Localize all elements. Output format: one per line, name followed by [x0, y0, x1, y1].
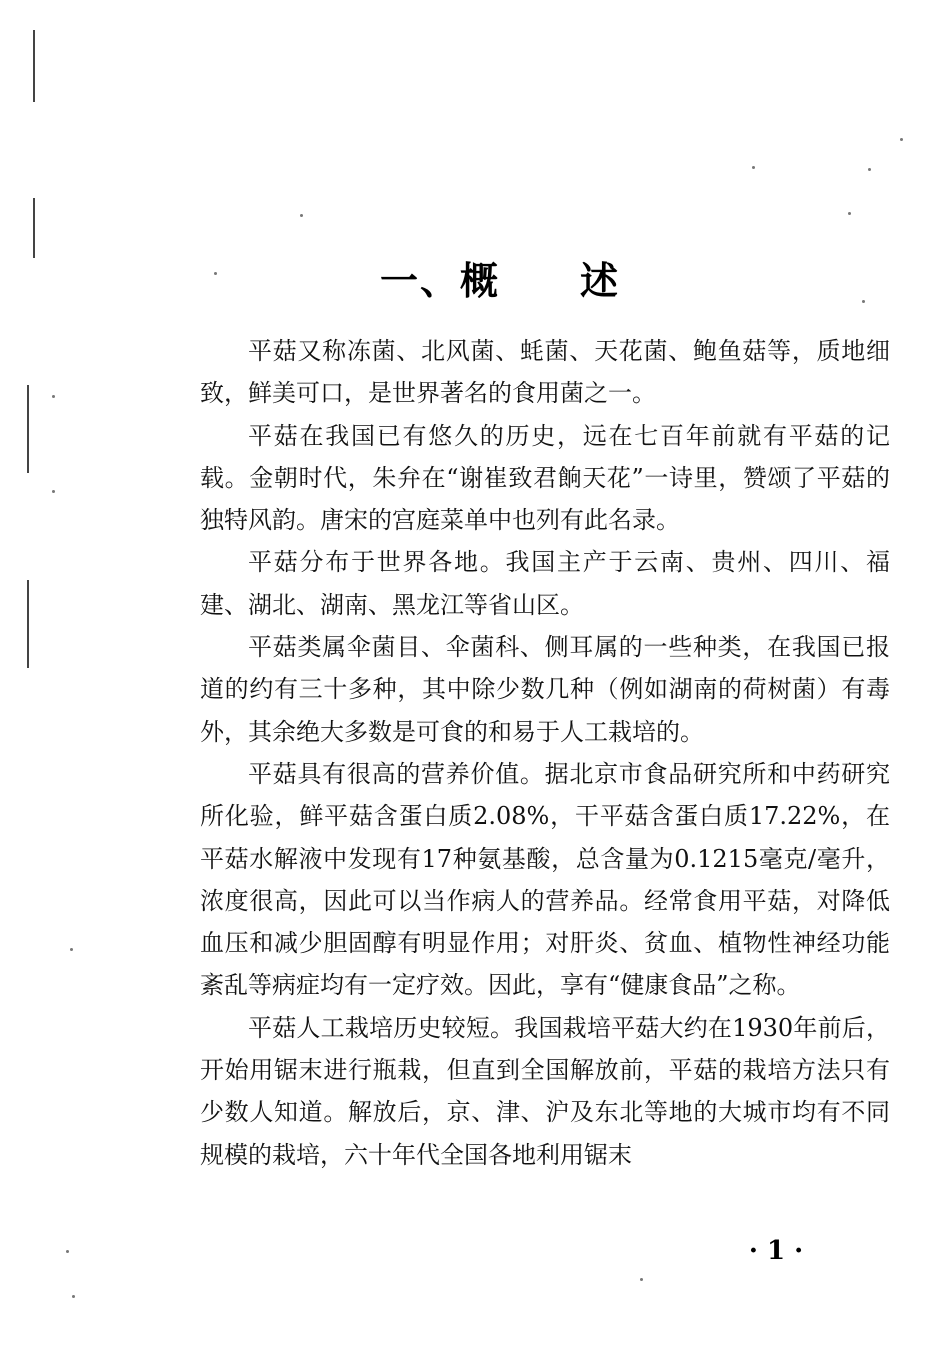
paragraph: 平菇又称冻菌、北风菌、蚝菌、天花菌、鲍鱼菇等，质地细致，鲜美可口，是世界著名的食用菌之一。: [200, 337, 890, 408]
scan-edge-line: [27, 385, 29, 473]
scan-speck: [300, 214, 303, 217]
scan-speck: [66, 1250, 69, 1253]
scan-speck: [52, 395, 55, 398]
paragraph: 平菇类属伞菌目、伞菌科、侧耳属的一些种类，在我国已报道的约有三十多种，其中除少数几种（例如湖南的荷树菌）有毒外，其余绝大多数是可食的和易于人工栽培的。: [200, 633, 890, 746]
scan-edge-line: [33, 198, 35, 258]
page-number: · 1 ·: [748, 1236, 804, 1266]
scan-speck: [52, 490, 55, 493]
scan-edge-line: [33, 30, 35, 102]
paragraph: 平菇分布于世界各地。我国主产于云南、贵州、四川、福建、湖北、湖南、黑龙江等省山区。: [200, 548, 890, 619]
scan-speck: [752, 166, 755, 169]
paragraph: 平菇人工栽培历史较短。我国栽培平菇大约在1930年前后，开始用锯末进行瓶栽，但直到全国解放前，平菇的栽培方法只有少数人知道。解放后，京、津、沪及东北等地的大城市均有不同规模的栽培，六十年代全国各地利用锯末: [200, 1013, 890, 1169]
body-text: [200, 330, 890, 1176]
scan-speck: [862, 300, 865, 303]
scan-speck: [900, 138, 903, 141]
scan-speck: [848, 212, 851, 215]
scan-speck: [868, 168, 871, 171]
chapter-title: 一、概 述: [380, 258, 621, 303]
scan-speck: [72, 1295, 75, 1298]
scan-edge-line: [27, 580, 29, 668]
scan-speck: [640, 1278, 643, 1281]
scan-speck: [70, 948, 73, 951]
scan-speck: [214, 272, 217, 275]
paragraph: 平菇具有很高的营养价值。据北京市食品研究所和中药研究所化验，鲜平菇含蛋白质2.08%，干平菇含蛋白质17.22%，在平菇水解液中发现有17种氨基酸，总含量为0.1215毫克/毫升，浓度很高，因此可以当作病人的营养品。经常食用平菇，对降低血压和减少胆固醇有明显作用；对肝炎、贫血、植物性神经功能紊乱等病症均有一定疗效。因此，享有“健康食品”之称。: [200, 759, 890, 1000]
paragraph: 平菇在我国已有悠久的历史，远在七百年前就有平菇的记载。金朝时代，朱弁在“谢崔致君餉天花”一诗里，赞颂了平菇的独特风韵。唐宋的宫庭菜单中也列有此名录。: [200, 421, 890, 535]
